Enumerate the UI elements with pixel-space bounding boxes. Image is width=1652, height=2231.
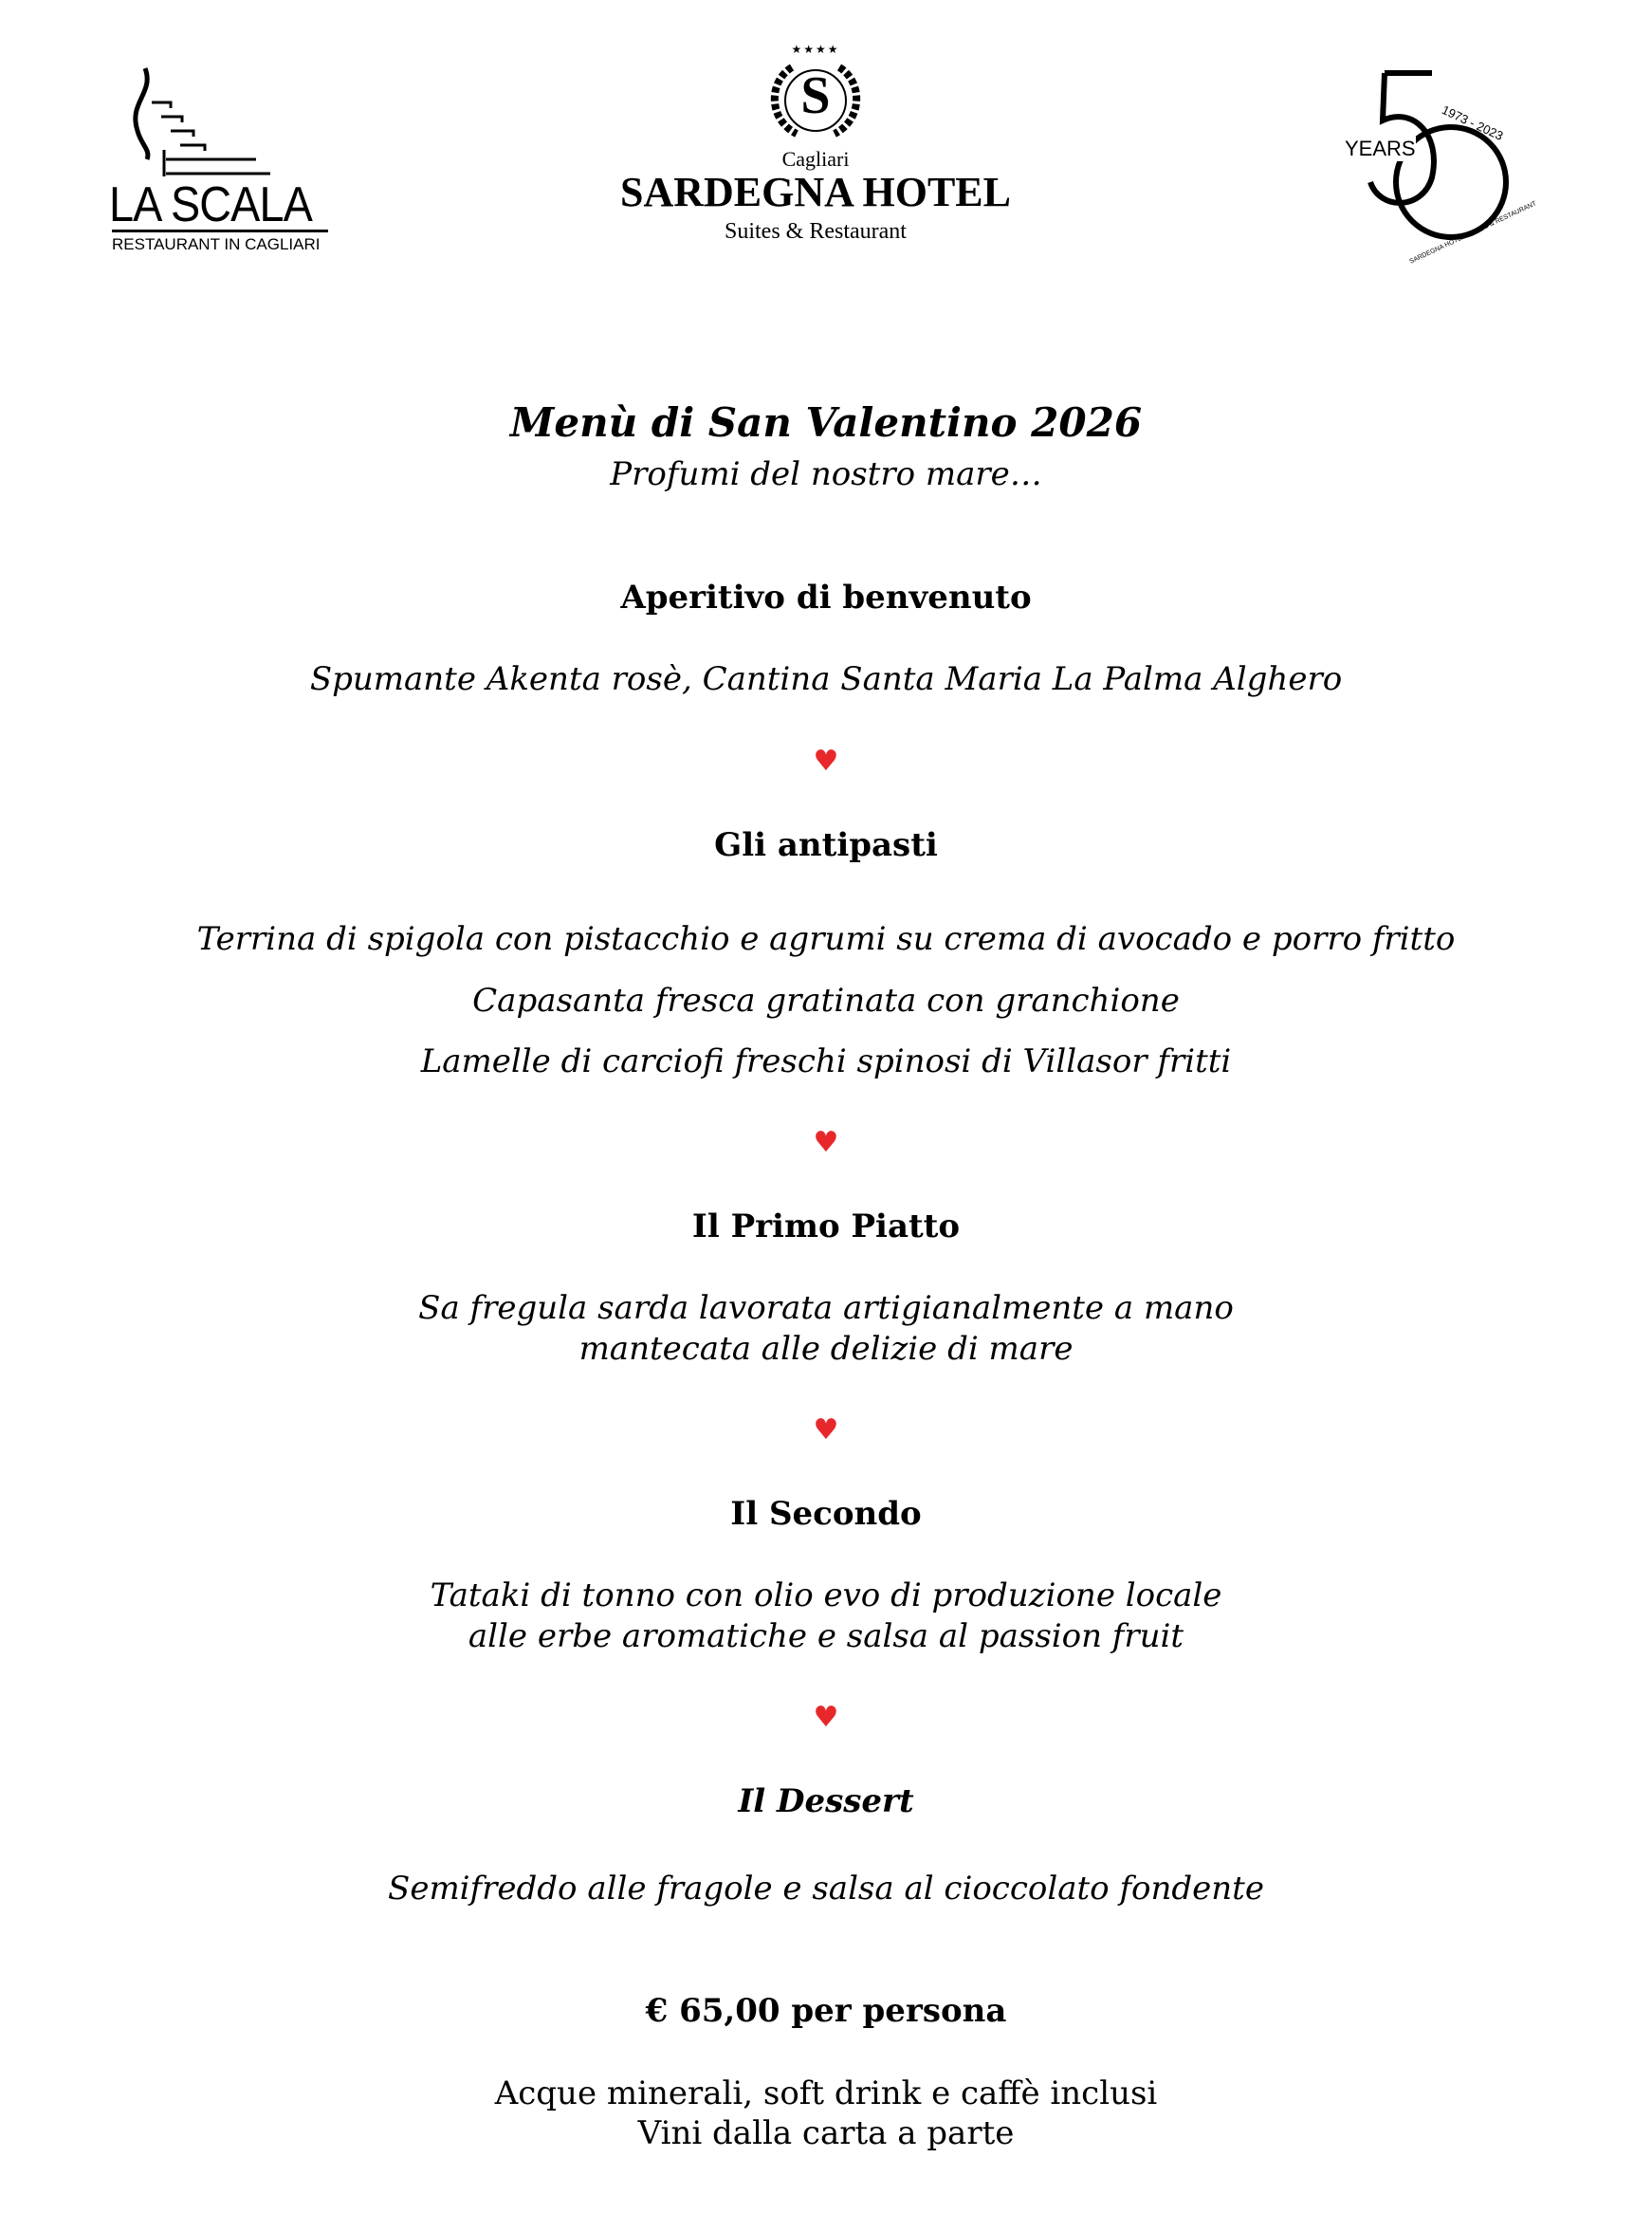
menu-item: Lamelle di carciofi freschi spinosi di Villasor fritti — [420, 1042, 1232, 1080]
la-scala-tagline: RESTAURANT IN CAGLIARI — [112, 235, 321, 253]
stars: ★★★★ — [791, 43, 840, 56]
menu-item: alle erbe aromatiche e salsa al passion fruit — [468, 1617, 1184, 1655]
ring-text: SARDEGNA HOTEL SUITES & RESTAURANT — [1408, 200, 1538, 266]
monogram-emblem — [763, 58, 868, 143]
section-heading-primo: Il Primo Piatto — [691, 1208, 961, 1245]
section-heading-secondo: Il Secondo — [730, 1495, 922, 1533]
heart-icon: ♥ — [813, 745, 839, 778]
section-heading-dessert: Il Dessert — [738, 1782, 914, 1820]
menu-subtitle: Profumi del nostro mare… — [610, 455, 1042, 493]
menu-item: Tataki di tonno con olio evo di produzione locale — [430, 1576, 1222, 1614]
price: € 65,00 per persona — [645, 1992, 1007, 2030]
menu-item: Semifreddo alle fragole e salsa al cioccolato fondente — [388, 1870, 1264, 1908]
sardegna-hotel-logo — [607, 43, 1024, 256]
years-label: YEARS — [1345, 137, 1416, 160]
menu-item: Sa fregula sarda lavorata artigianalmente a mano — [418, 1289, 1234, 1327]
divider — [112, 230, 328, 232]
menu-item: Terrina di spigola con pistacchio e agrumi su crema di avocado e porro fritto — [196, 920, 1456, 958]
note: Vini dalla carta a parte — [637, 2114, 1015, 2152]
years-range: 1973 - 2023 — [1440, 102, 1506, 143]
staircase-icon — [109, 65, 337, 188]
hotel-tagline: Suites & Restaurant — [725, 219, 907, 244]
menu-item: mantecata alle delizie di mare — [578, 1330, 1074, 1368]
hotel-city: Cagliari — [781, 147, 850, 171]
menu-item: Spumante Akenta rosè, Cantina Santa Maria La Palma Alghero — [309, 660, 1343, 698]
fifty-years-logo — [1337, 68, 1546, 277]
heart-icon: ♥ — [813, 1701, 839, 1734]
la-scala-logo — [109, 65, 337, 254]
hotel-name: SARDEGNA HOTEL — [620, 169, 1011, 215]
section-heading-aperitivo: Aperitivo di benvenuto — [620, 579, 1032, 617]
heart-icon: ♥ — [813, 1126, 839, 1159]
note: Acque minerali, soft drink e caffè inclusi — [494, 2074, 1158, 2112]
la-scala-name: LA SCALA — [109, 177, 312, 232]
heart-icon: ♥ — [813, 1413, 839, 1447]
menu-item: Capasanta fresca gratinata con granchione — [472, 982, 1180, 1020]
menu-title: Menù di San Valentino 2026 — [509, 399, 1143, 446]
section-heading-antipasti: Gli antipasti — [714, 826, 938, 864]
monogram-letter: S — [800, 66, 831, 125]
